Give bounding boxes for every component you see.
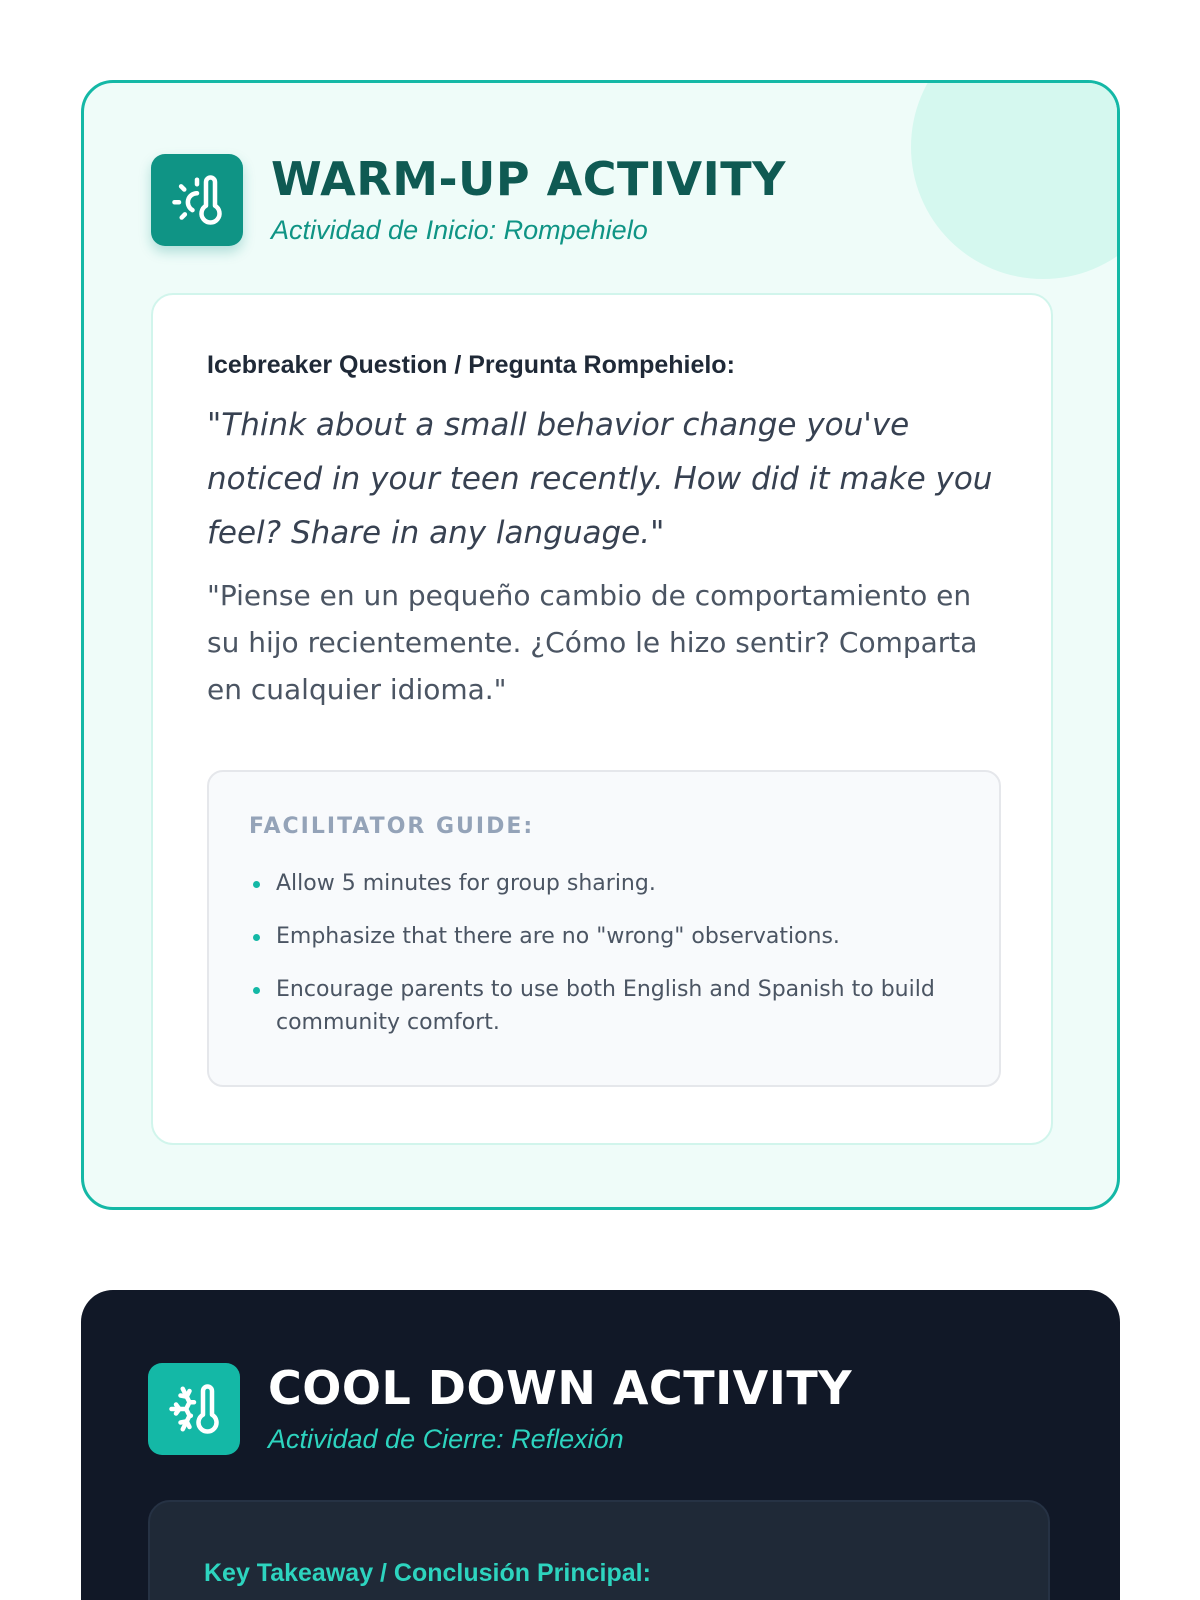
cooldown-title: COOL DOWN ACTIVITY: [268, 1361, 853, 1416]
bullet-icon: [253, 881, 260, 888]
list-item: [249, 973, 959, 1039]
cooldown-subtitle: Actividad de Cierre: Reflexión: [268, 1423, 624, 1454]
icebreaker-panel: [151, 293, 1053, 1145]
decorative-circle: [911, 80, 1120, 279]
thermometer-sun-icon: [151, 154, 243, 246]
list-item: [249, 867, 959, 900]
icebreaker-question-spanish: "Piense en un pequeño cambio de comportamiento en su hijo recientemente. ¿Cómo le hizo sentir? Comparta en cualquier idioma.": [207, 579, 978, 706]
warmup-header: [151, 154, 786, 246]
cooldown-header: [148, 1363, 852, 1455]
list-item-text: Allow 5 minutes for group sharing.: [276, 871, 656, 896]
list-item: [249, 920, 959, 953]
facilitator-guide-list: [249, 867, 959, 1039]
icebreaker-question-english: "Think about a small behavior change you've noticed in your teen recently. How did it make you feel? Share in any language.": [207, 407, 993, 551]
icebreaker-label: Icebreaker Question / Pregunta Rompehielo:: [207, 351, 735, 379]
bullet-icon: [253, 987, 260, 994]
list-item-text: Emphasize that there are no "wrong" observations.: [276, 924, 840, 949]
cooldown-activity-card: [81, 1290, 1120, 1600]
warmup-activity-card: [81, 80, 1120, 1210]
takeaway-label: Key Takeaway / Conclusión Principal:: [204, 1559, 651, 1587]
facilitator-guide: [207, 770, 1001, 1087]
warmup-subtitle: Actividad de Inicio: Rompehielo: [271, 214, 648, 245]
bullet-icon: [253, 934, 260, 941]
facilitator-guide-title: FACILITATOR GUIDE:: [249, 814, 535, 839]
thermometer-snowflake-icon: [148, 1363, 240, 1455]
list-item-text: Encourage parents to use both English and Spanish to build community comfort.: [276, 977, 935, 1035]
takeaway-panel: [148, 1500, 1050, 1600]
warmup-title: WARM-UP ACTIVITY: [271, 152, 786, 207]
